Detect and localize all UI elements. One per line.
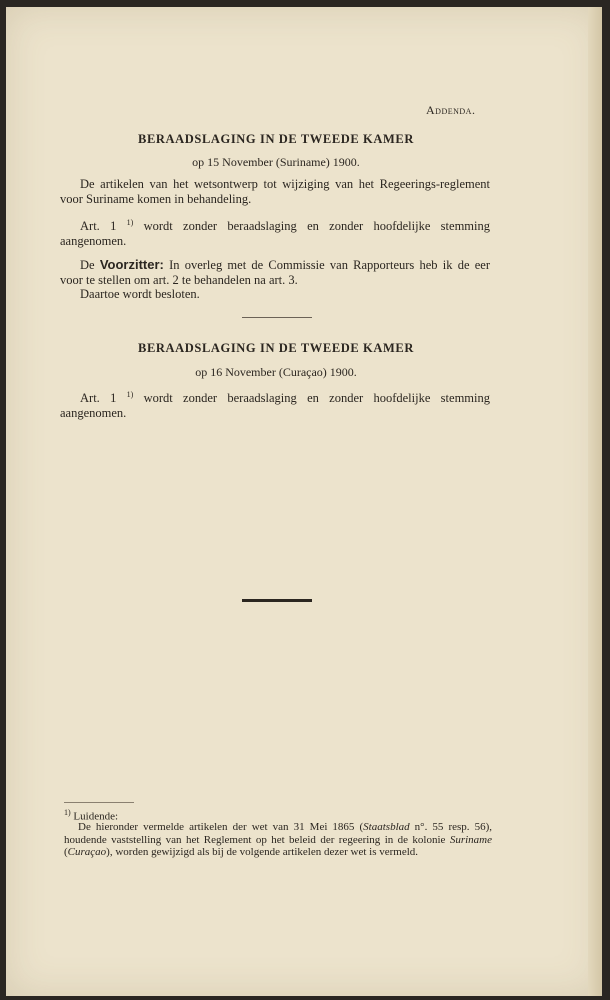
footnote-marker: 1)	[64, 808, 71, 817]
footnote-italic: Curaçao	[67, 846, 107, 858]
section1-paragraph-3	[60, 257, 490, 288]
speaker-label: Voorzitter:	[99, 257, 164, 272]
footnote-body	[64, 821, 492, 859]
section2-heading: BERAADSLAGING IN DE TWEEDE KAMER	[138, 341, 414, 355]
section1-paragraph-2	[60, 215, 490, 249]
footnote-italic: Staatsblad	[363, 821, 410, 833]
section1-heading: BERAADSLAGING IN DE TWEEDE KAMER	[138, 132, 414, 146]
section1-subheading: op 15 November (Suriname) 1900.	[192, 155, 360, 169]
footnote-italic: Suriname	[449, 833, 492, 846]
book-page	[6, 7, 602, 996]
running-head: Addenda.	[426, 103, 476, 117]
paragraph-text: In overleg met de Commissie van Rapporteurs heb ik de eer voor te stellen om art. 2 te behandelen na art. 3.	[60, 258, 491, 287]
footnote-text: ), worden gewijzigd als bij de volgende artikelen dezer wet is vermeld.	[106, 846, 419, 858]
footnote-divider	[64, 802, 134, 803]
paragraph-text: wordt zonder beraadslaging en zonder hoofdelijke stemming aangenomen.	[60, 391, 490, 421]
footnote-title-text: Luidende:	[73, 810, 119, 823]
paragraph-text: wordt zonder beraadslaging en zonder hoofdelijke stemming aangenomen.	[60, 219, 490, 249]
footnote-text: (	[64, 846, 68, 858]
section1-paragraph-1: De artikelen van het wetsontwerp tot wijziging van het Regeerings-reglement voor Suriname komen in behandeling.	[60, 177, 490, 206]
article-ref: Art. 1	[80, 391, 117, 406]
end-rule	[242, 599, 312, 602]
section2-subheading: op 16 November (Curaçao) 1900.	[195, 365, 357, 379]
article-ref: Art. 1	[80, 219, 117, 234]
section-divider	[242, 317, 312, 318]
footnote-ref: 1)	[126, 218, 134, 227]
footnote-ref: 1)	[126, 390, 134, 399]
section1-paragraph-4: Daartoe wordt besloten.	[80, 287, 200, 301]
footnote-text: De hieronder vermelde artikelen der wet van 31 Mei 1865 (	[78, 821, 364, 833]
paragraph-prefix: De	[80, 258, 100, 272]
footnote-text: n°. 55 resp. 56), houdende vaststelling van het Reglement op het beleid der regeering in de kolonie	[64, 821, 492, 846]
page-edge	[588, 7, 602, 996]
section2-paragraph-1	[60, 387, 490, 421]
